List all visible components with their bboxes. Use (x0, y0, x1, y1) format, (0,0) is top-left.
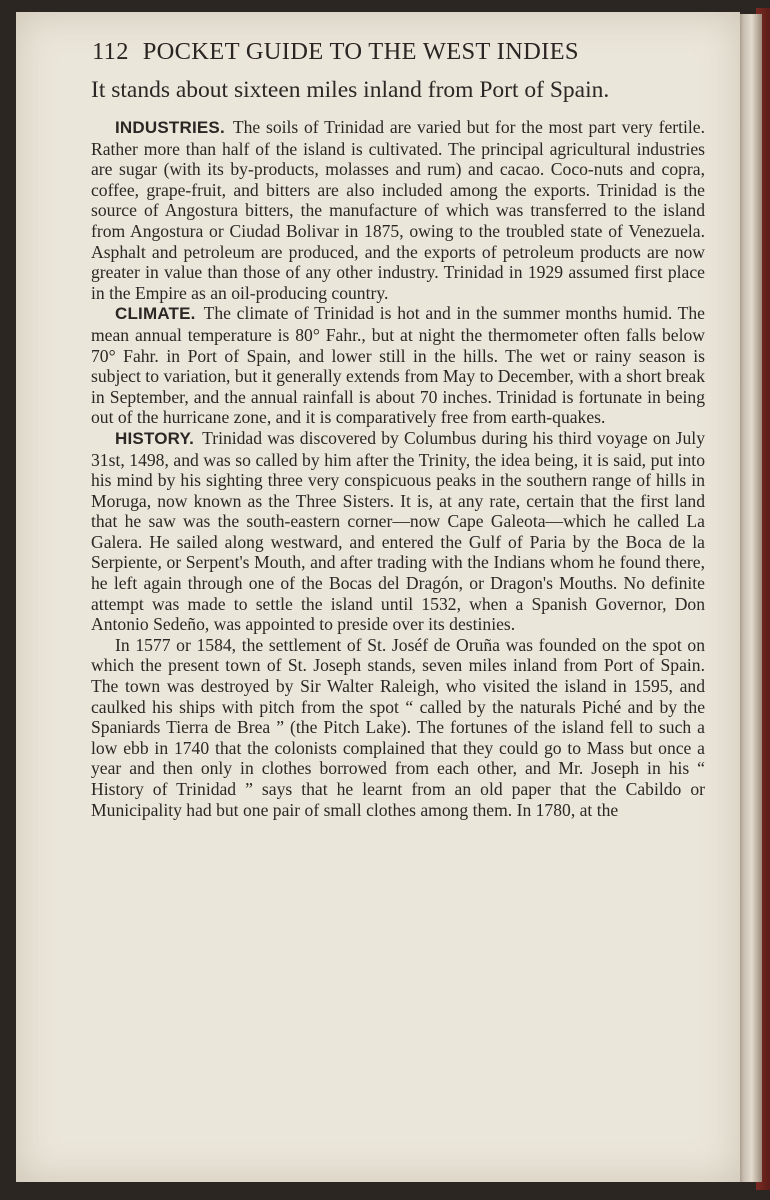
running-title: POCKET GUIDE TO THE WEST INDIES (142, 38, 579, 65)
section-heading-climate: CLIMATE. (115, 304, 196, 324)
section-industries (91, 117, 705, 303)
section-climate (91, 303, 705, 428)
section-heading-history: HISTORY. (115, 428, 195, 448)
section-history (91, 428, 705, 635)
section-heading-industries: INDUSTRIES. (115, 118, 225, 137)
lead-paragraph: It stands about sixteen miles inland from Port of Spain. (91, 77, 610, 103)
section-text-industries: The soils of Trinidad are varied but for the most part very fertile. Rather more than half of the island is cultivated. The principal agricultural industries are sugar (with its by-products, molasses and rum) and cacao. Coco-nuts and copra, coffee, grape-fruit, and bitters are also included among the exports. Trinidad is the source of Angostura bitters, the manufacture of which was transferred to the island from Angostura or Ciudad Bolivar in 1875, owing to the troubled state of Venezuela. Asphalt and petroleum are produced, and the exports of petroleum products are now greater in value than those of any other industry. Trinidad in 1929 assumed first place in the Empire as an oil-producing country. (91, 117, 705, 303)
section-text-history: Trinidad was discovered by Columbus during his third voyage on July 31st, 1498, and was so called by him after the Trinity, the idea being, it is said, put into his mind by his sighting three very conspicuous peaks in the southern range of hills in Moruga, now known as the Three Sisters. It is, at any rate, certain that the first land that he saw was the south-eastern corner—now Cape Galeota—which he called La Galera. He sailed along westward, and entered the Gulf of Paria by the Boca de la Serpiente, or Serpent's Mouth, and after trading with the Indians whom he found there, he left again through one of the Bocas del Dragón, or Dragon's Mouths. No definite attempt was made to settle the island until 1532, when a Spanish Governor, Don Antonio Sedeño, was appointed to preside over its destinies. (91, 427, 705, 635)
page-number: 112 (92, 38, 129, 65)
history-continuation-paragraph: In 1577 or 1584, the settlement of St. Joséf de Oruña was founded on the spot on which the present town of St. Joseph stands, seven miles inland from Port of Spain. The town was destroyed by Sir Walter Raleigh, who visited the island in 1595, and caulked his ships with pitch from the spot “ called by the naturals Piché and by the Spaniards Tierra de Brea ” (the Pitch Lake). The fortunes of the island fell to such a low ebb in 1740 that the colonists complained that they could go to Mass but once a year and then only in clothes borrowed from each other, and Mr. Joseph in his “ History of Trinidad ” says that he learnt from an old paper that the Cabildo or Municipality had but one pair of small clothes among them. In 1780, at the (91, 634, 705, 820)
running-header (92, 38, 672, 66)
section-text-climate: The climate of Trinidad is hot and in the summer months humid. The mean annual temperature is 80° Fahr., but at night the thermometer often falls below 70° Fahr. in Port of Spain, and lower still in the hills. The wet or rainy season is subject to variation, but it generally extends from May to December, with a short break in September, and the annual rainfall is about 70 inches. Trinidad is fortunate in being out of the hurricane zone, and it is comparatively free from earth-quakes. (91, 303, 705, 428)
body-text (91, 117, 705, 820)
page-text (91, 77, 705, 820)
